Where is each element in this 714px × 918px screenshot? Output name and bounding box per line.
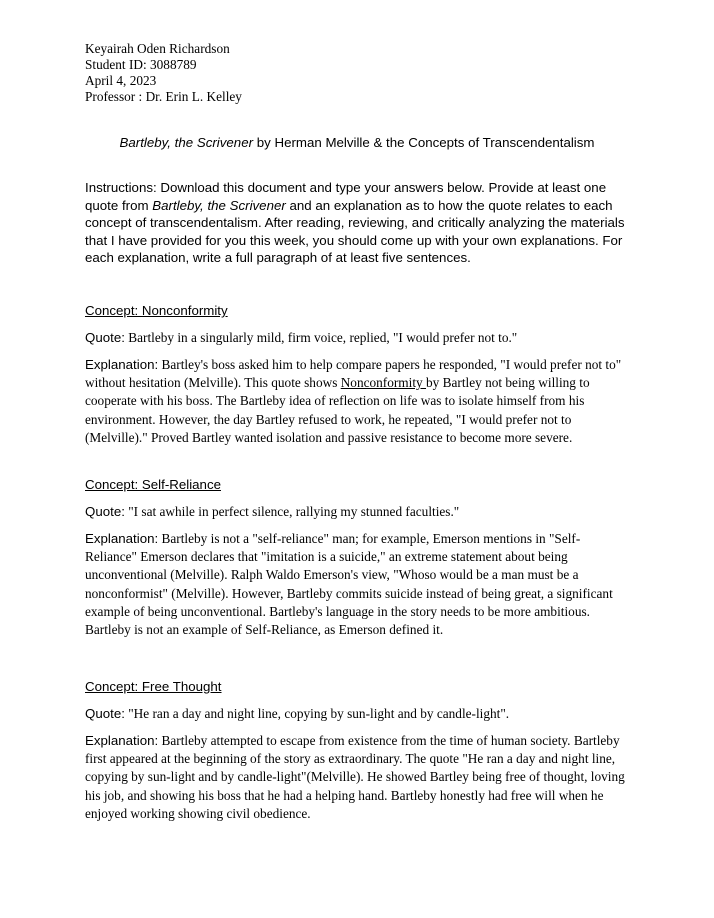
quote-self-reliance <box>85 503 630 521</box>
title-italic: Bartleby, the Scrivener <box>119 135 254 150</box>
instructions-part2: and an explanation as to how the quote relates to each concept of transcendentalism. After reading, reviewing, and critically analyzing the materials that I have provided for you this week, you should come up with your own explanations. For each explanation, write a full paragraph of at least five sentences. <box>85 197 625 265</box>
title-rest: by Herman Melville & the Concepts of Transcendentalism <box>253 135 595 150</box>
explanation-text-a: Bartley's boss asked him to help compare papers he responded, "I would prefer not to" without hesitation (Melville). This quote shows <box>85 357 622 391</box>
instructions-italic: Bartleby, the Scrivener <box>152 197 286 213</box>
explanation-nonconformity <box>85 356 630 447</box>
explanation-label: Explanation: <box>85 357 159 372</box>
student-header <box>85 41 242 105</box>
quote-label: Quote: <box>85 504 125 519</box>
quote-text: "He ran a day and night line, copying by sun-light and by candle-light". <box>124 706 510 721</box>
quote-text: "I sat awhile in perfect silence, rallying my stunned faculties." <box>124 504 460 519</box>
explanation-text-b: by Bartley not being willing to cooperate with his boss. The Bartleby idea of reflection on life was to isolate himself from his environment. However, the day Bartley refused to work, he repeated, "I would prefer not to (Melville)." Proved Bartley wanted isolation and passive resistance to become more severe. <box>85 375 590 445</box>
submission-date: April 4, 2023 <box>85 73 157 88</box>
explanation-free-thought <box>85 732 630 823</box>
professor-name: Professor : Dr. Erin L. Kelley <box>85 89 242 104</box>
quote-nonconformity <box>85 329 630 347</box>
explanation-label: Explanation: <box>85 531 159 546</box>
explanation-underlined: Nonconformity <box>340 375 427 391</box>
explanation-self-reliance <box>85 530 630 639</box>
concept-heading-free-thought: Concept: Free Thought <box>85 679 222 694</box>
explanation-text: Bartleby attempted to escape from existence from the time of human society. Bartleby first appeared at the beginning of the story as extraordinary. The quote "He ran a day and night line, copying by sun-light and by candle-light"(Melville). He showed Bartley being free of thought, loving his job, and showing his boss that he had a helping hand. Bartleby honestly had free will when he enjoyed working showing civil obedience. <box>85 733 625 821</box>
explanation-text: Bartleby is not a "self-reliance" man; for example, Emerson mentions in "Self-Reliance" Emerson declares that "imitation is a suicide," an extreme statement about being unconventional (Melville). Ralph Waldo Emerson's view, "Whoso would be a man must be a nonconformist" (Melville). However, Bartleby commits suicide instead of being great, a significant example of being unconventional. Bartleby's language in the story needs to be more ambitious. Bartleby is not an example of Self-Reliance, as Emerson defined it. <box>85 531 613 638</box>
quote-text: Bartleby in a singularly mild, firm voice, replied, "I would prefer not to." <box>124 330 518 345</box>
concept-heading-self-reliance: Concept: Self-Reliance <box>85 477 221 492</box>
explanation-label: Explanation: <box>85 733 159 748</box>
student-name: Keyairah Oden Richardson <box>85 41 230 56</box>
quote-free-thought <box>85 705 630 723</box>
quote-label: Quote: <box>85 706 125 721</box>
instructions-paragraph <box>85 179 630 267</box>
document-title <box>0 134 714 152</box>
instructions-part1: Instructions: Download this document and type your answers below. Provide at least one quote from <box>85 180 607 213</box>
student-id: Student ID: 3088789 <box>85 57 197 72</box>
concept-heading-nonconformity: Concept: Nonconformity <box>85 303 228 318</box>
quote-label: Quote: <box>85 330 125 345</box>
